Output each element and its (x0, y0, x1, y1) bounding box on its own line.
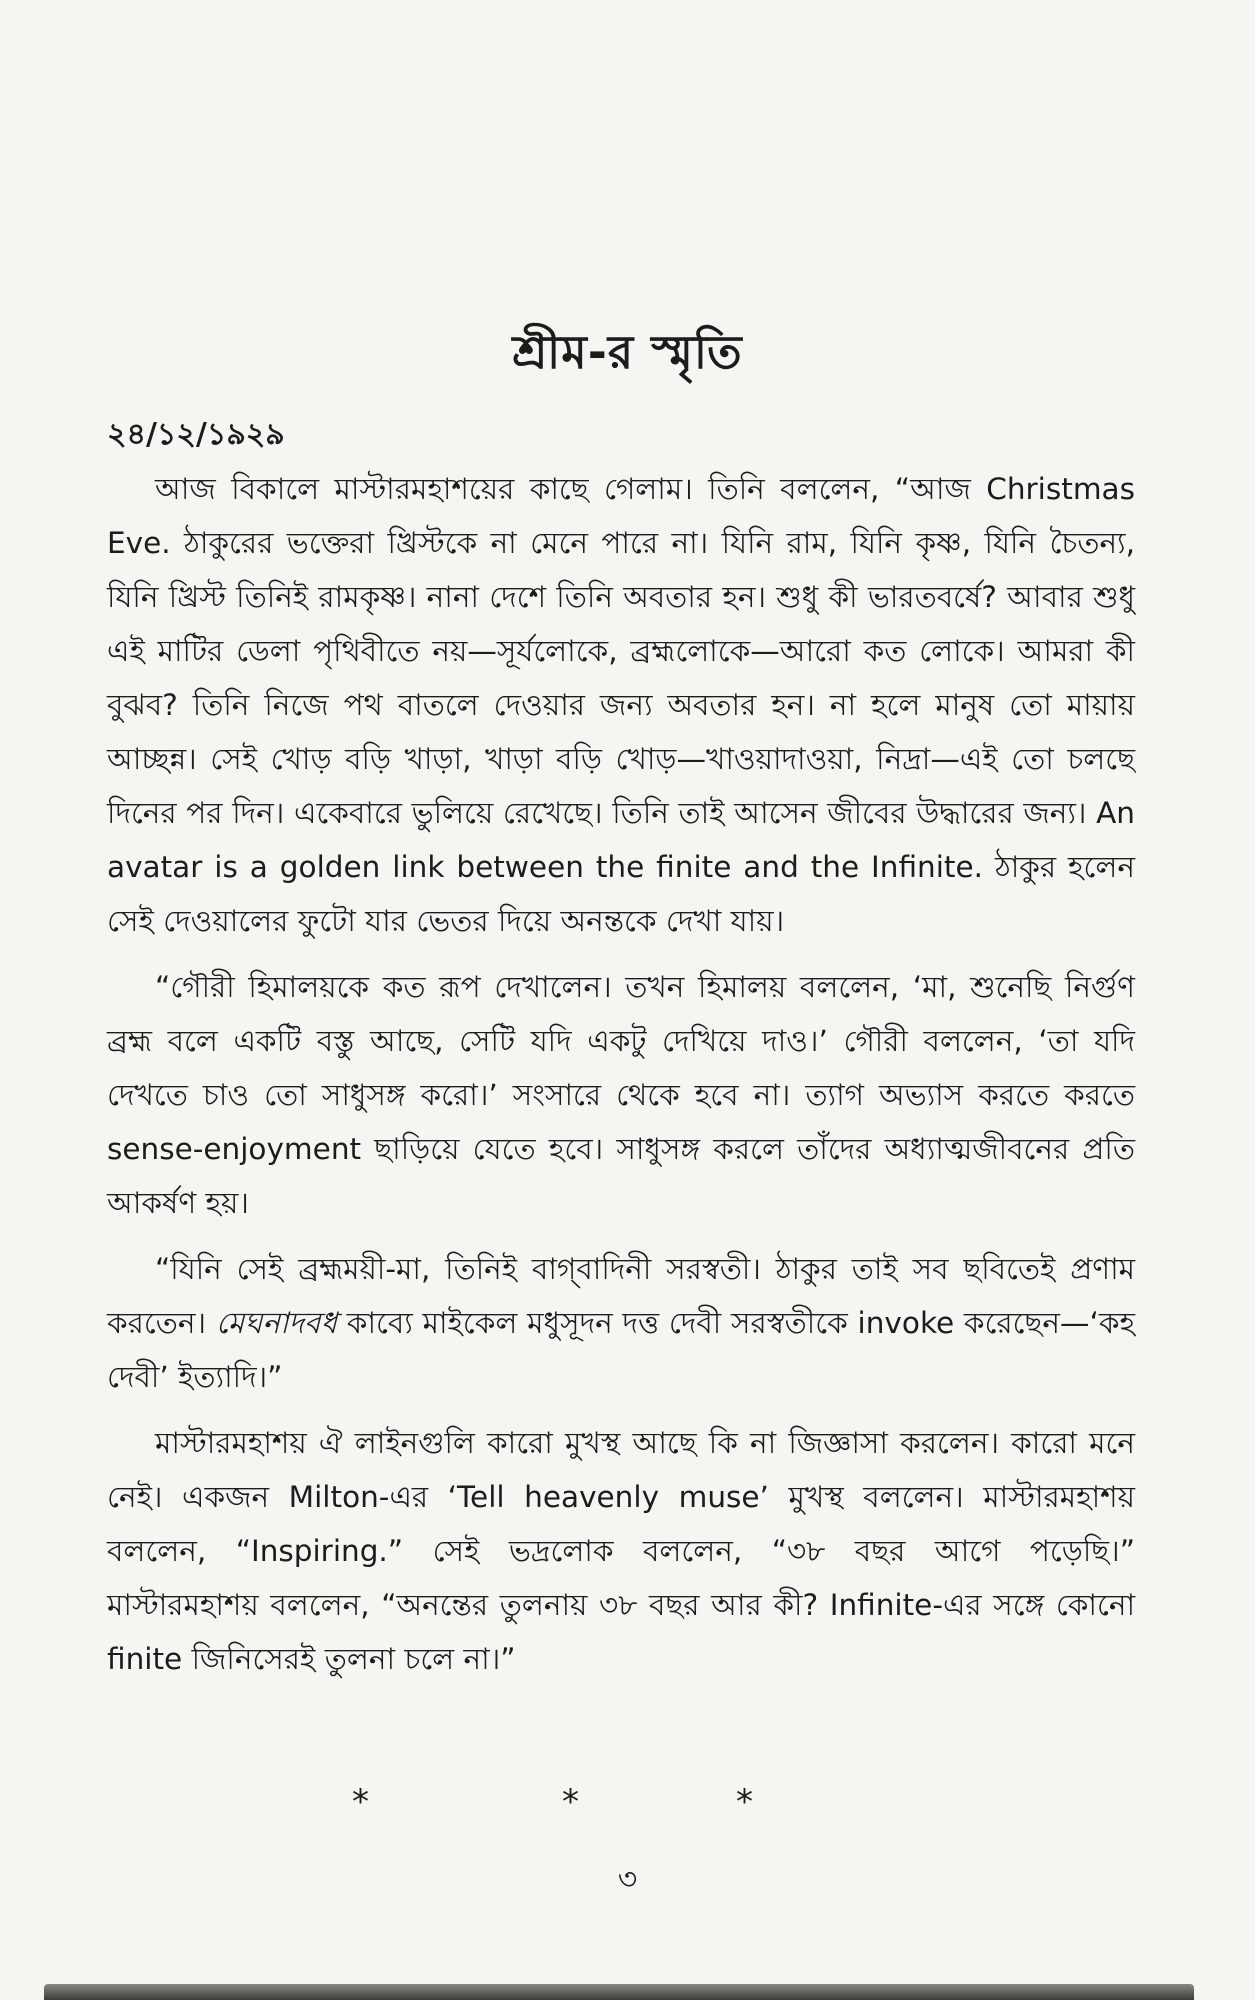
page-bottom-edge (44, 1984, 1194, 2000)
body-text (107, 462, 1135, 1698)
paragraph-3-part-1: “যিনি সেই ব্রহ্মময়ী-মা, তিনিই বাগ্‌বাদিনী সরস্বতী। ঠাকুর তাই সব ছবিতেই প্রণাম করতেন। (107, 1252, 1135, 1340)
separator-star: * (562, 1782, 579, 1822)
paragraph-4: মাস্টারমহাশয় ঐ লাইনগুলি কারো মুখস্থ আছে কি না জিজ্ঞাসা করলেন। কারো মনে নেই। একজন Milton-এর ‘Tell heavenly muse’ মুখস্থ বললেন। মাস্টারমহাশয় বললেন, “Inspiring.” সেই ভদ্রলোক বললেন, “৩৮ বছর আগে পড়েছি।” মাস্টারমহাশয় বললেন, “অনন্তের তুলনায় ৩৮ বছর আর কী? Infinite-এর সঙ্গে কোনো finite জিনিসেরই তুলনা চলে না।” (107, 1426, 1135, 1676)
paragraph-3 (107, 1242, 1135, 1404)
page-number: ৩ (617, 1862, 638, 1897)
paragraph-1: আজ বিকালে মাস্টারমহাশয়ের কাছে গেলাম। তিনি বললেন, “আজ Christmas Eve. ঠাকুরের ভক্তেরা খ্রিস্টকে না মেনে পারে না। যিনি রাম, যিনি কৃষ্ণ, যিনি চৈতন্য, যিনি খ্রিস্ট তিনিই রামকৃষ্ণ। নানা দেশে তিনি অবতার হন। শুধু কী ভারতবর্ষে? আবার শুধু এই মাটির ডেলা পৃথিবীতে নয়—সূর্যলোকে, ব্রহ্মলোকে—আরো কত লোকে। আমরা কী বুঝব? তিনি নিজে পথ বাতলে দেওয়ার জন্য অবতার হন। না হলে মানুষ তো মায়ায় আচ্ছন্ন। সেই খোড় বড়ি খাড়া, খাড়া বড়ি খোড়—খাওয়াদাওয়া, নিদ্রা—এই তো চলছে দিনের পর দিন। একেবারে ভুলিয়ে রেখেছে। তিনি তাই আসেন জীবের উদ্ধারের জন্য। An avatar is a golden link between the finite and the Infinite. ঠাকুর হলেন সেই দেওয়ালের ফুটো যার ভেতর দিয়ে অনন্তকে দেখা যায়। (107, 472, 1135, 938)
separator-star: * (352, 1782, 369, 1822)
entry-date: ২৪/১২/১৯২৯ (107, 417, 285, 452)
paragraph-3-part-2: কাব্যে মাইকেল মধুসূদন দত্ত দেবী সরস্বতীকে invoke করেছেন—‘কহ দেবী’ ইত্যাদি।” (107, 1306, 1135, 1394)
separator-star: * (736, 1782, 753, 1822)
paragraph-2: “গৌরী হিমালয়কে কত রূপ দেখালেন। তখন হিমালয় বললেন, ‘মা, শুনেছি নির্গুণ ব্রহ্ম বলে একটি বস্তু আছে, সেটি যদি একটু দেখিয়ে দাও।’ গৌরী বললেন, ‘তা যদি দেখতে চাও তো সাধুসঙ্গ করো।’ সংসারে থেকে হবে না। ত্যাগ অভ্যাস করতে করতে sense-enjoyment ছাড়িয়ে যেতে হবে। সাধুসঙ্গ করলে তাঁদের অধ্যাত্মজীবনের প্রতি আকর্ষণ হয়। (107, 970, 1135, 1220)
chapter-title: শ্রীম-র স্মৃতি (512, 325, 743, 379)
italic-book-title: মেঘনাদবধ (215, 1306, 337, 1340)
